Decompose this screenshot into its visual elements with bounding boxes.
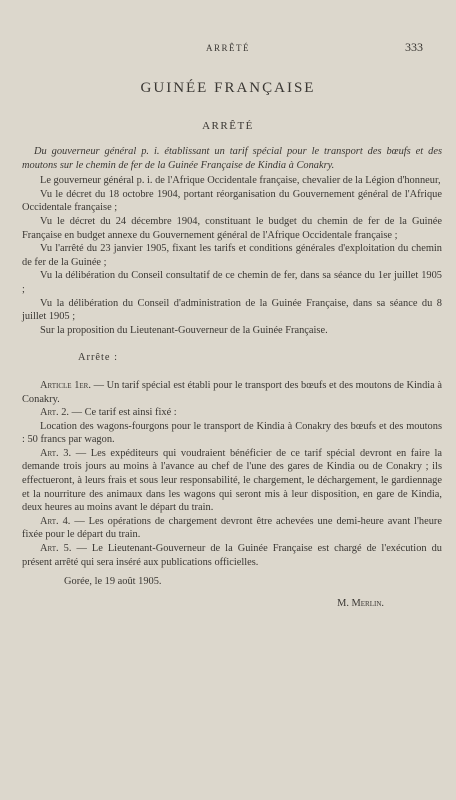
article-paragraph: [22, 515, 442, 542]
article-label: Article 1er.: [40, 379, 91, 391]
document-subtitle: ARRÊTÉ: [202, 120, 254, 132]
preamble-line: Vu le décret du 18 octobre 1904, portant réorganisation du Gouvernement général de l'Afrique Occidentale française ;: [22, 188, 442, 214]
preamble-line: Sur la proposition du Lieutenant-Gouverneur de la Guinée Française.: [40, 324, 328, 336]
page-header: [0, 40, 456, 59]
preamble-line: Vu la délibération du Conseil consultatif de ce chemin de fer, dans sa séance du 1er juillet 1905 ;: [22, 270, 442, 295]
arrete-label: Arrête :: [78, 352, 119, 364]
page-number: 333: [405, 40, 423, 54]
document-body: [22, 145, 442, 610]
article-label: Art. 3.: [40, 447, 72, 459]
article-text: — Les opérations de chargement devront être achevées une demi-heure avant l'heure fixée pour le départ du train.: [22, 515, 442, 541]
article-label: Art. 2.: [40, 407, 70, 419]
article-paragraph: [22, 447, 442, 515]
document-title: GUINÉE FRANÇAISE: [140, 80, 316, 96]
preamble-line: Le gouverneur général p. i. de l'Afrique Occidentale française, chevalier de la Légion d'honneur,: [40, 175, 441, 187]
article-text: — Le Lieutenant-Gouverneur de la Guinée Française est chargé de l'exécution du présent arrêté qui sera inséré aux publications officielles.: [22, 543, 442, 568]
article-text: — Les expéditeurs qui voudraient bénéficier de ce tarif spécial devront en faire la demande trois jours au moins à l'avance au chef de l'une des gares de Kindia ou de Conakry ; ils effectueront, à leurs frais et sous leur responsabilité, le chargement, le déchargement, le gardiennage et la nourriture des animaux dans les wagons qui seront mis à leur disposition, en gare de Kindia, deux heures au moins avant le départ du train.: [22, 447, 442, 514]
article-paragraph: [22, 379, 442, 406]
article-label: Art. 5.: [40, 543, 72, 555]
article-text: — Ce tarif est ainsi fixé :: [69, 407, 177, 419]
preamble-line: Vu l'arrêté du 23 janvier 1905, fixant les tarifs et conditions générales d'exploitation du chemin de fer de la Guinée ;: [22, 243, 442, 268]
intro-paragraph: Du gouverneur général p. i. établissant un tarif spécial pour le transport des bœufs et des moutons sur le chemin de fer de la Guinée Française de Kindia à Conakry.: [22, 146, 442, 171]
running-head: ARRÊTÉ: [206, 43, 250, 53]
article-text: Location des wagons-fourgons pour le transport de Kindia à Conakry des bœufs et des moutons : 50 francs par wagon.: [22, 420, 442, 446]
signature: M. Merlin.: [337, 597, 384, 609]
article-paragraph: [22, 420, 442, 447]
preamble-line: Vu la délibération du Conseil d'administration de la Guinée Française, dans sa séance du 8 juillet 1905 ;: [22, 297, 442, 323]
article-label: Art. 4.: [40, 515, 71, 527]
article-text: — Un tarif spécial est établi pour le transport des bœufs et des moutons de Kindia à Conakry.: [22, 379, 442, 405]
article-paragraph: [22, 542, 442, 569]
article-paragraph: [22, 406, 442, 420]
done-at-line: Gorée, le 19 août 1905.: [64, 576, 162, 588]
preamble-line: Vu le décret du 24 décembre 1904, constituant le budget du chemin de fer de la Guinée Française en budget annexe du Gouvernement général de l'Afrique Occidentale française ;: [22, 215, 442, 241]
